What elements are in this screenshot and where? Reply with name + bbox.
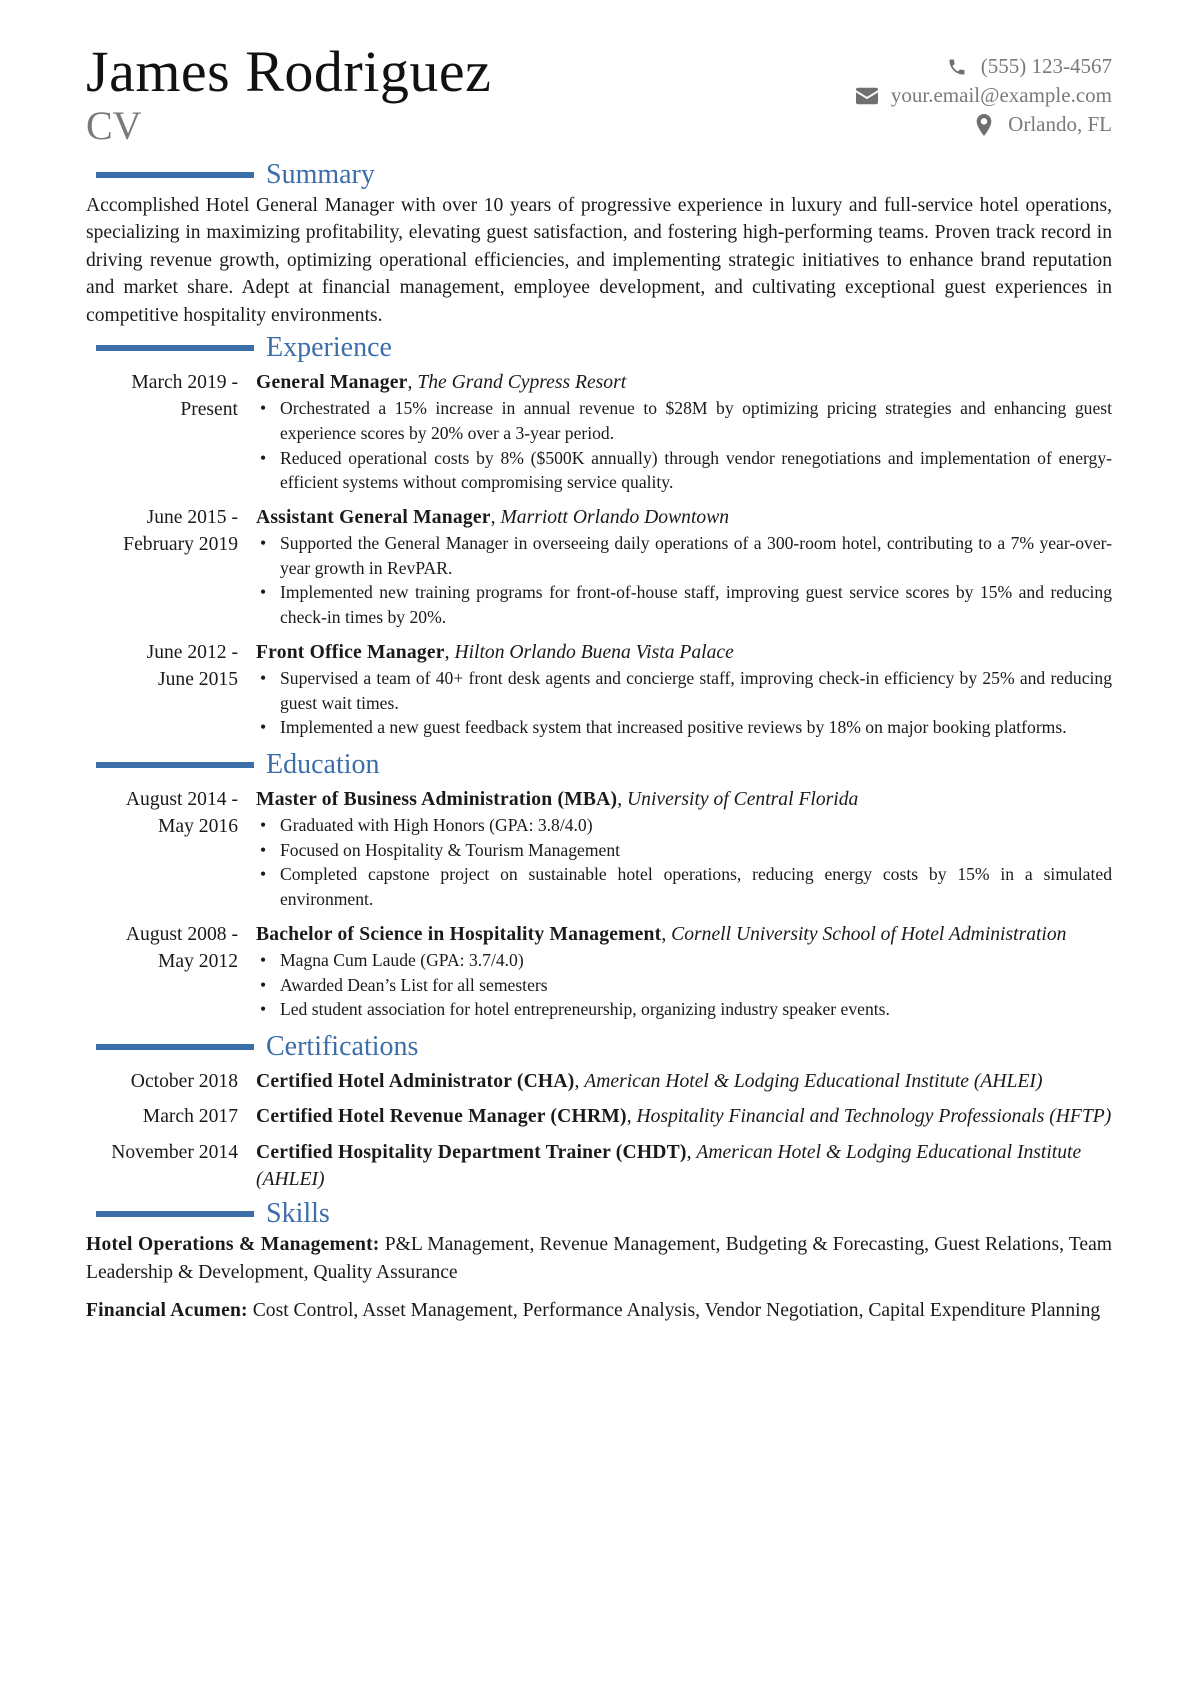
degree: Master of Business Administration (MBA) <box>256 788 618 810</box>
bullet-item: • Supervised a team of 40+ front desk agents and concierge staff, improving check-in efficiency by 25% and reducing guest wait times. <box>256 666 1112 715</box>
document-subtitle: CV <box>86 103 142 148</box>
entry-date: March 2017 <box>142 1106 238 1128</box>
entry-heading: Front Office Manager, Hilton Orlando Buena Vista Palace <box>256 641 734 663</box>
entry-heading: Certified Hotel Revenue Manager (CHRM), Hospitality Financial and Technology Professionals (HFTP) <box>256 1106 1112 1128</box>
skill-text: P&L Management, Revenue Management, Budgeting & Forecasting, Guest Relations, Team Leadership & Development, Quality Assurance <box>86 1234 1112 1283</box>
bullet-item: • Implemented a new guest feedback system that increased positive reviews by 18% on major booking platforms. <box>256 715 1112 740</box>
section-bar <box>96 1211 254 1217</box>
employer: Hilton Orlando Buena Vista Palace <box>454 641 734 663</box>
entry-date <box>86 786 256 912</box>
date-end: Present <box>180 399 238 421</box>
contact-email-text: your.email@example.com <box>890 83 1112 107</box>
contact-phone[interactable] <box>855 52 1112 81</box>
cv-header <box>86 40 1112 158</box>
bullet-list <box>256 813 1112 911</box>
skill-group <box>86 1297 1112 1324</box>
section-bar <box>96 172 254 178</box>
bullet-item: • Awarded Dean’s List for all semesters <box>256 973 1112 998</box>
date-start: August 2008 - <box>125 923 238 945</box>
skill-group <box>86 1231 1112 1286</box>
entry-body <box>256 921 1112 1022</box>
entry-body <box>256 786 1112 912</box>
person-name: James Rodriguez <box>86 39 492 104</box>
entry-date: October 2018 <box>130 1070 238 1092</box>
bullet-item: • Orchestrated a 15% increase in annual revenue to $28M by optimizing pricing strategies and enhancing guest experience scores by 20% over a 3-year period. <box>256 396 1112 445</box>
experience-entry <box>86 639 1112 740</box>
bullet-item: • Reduced operational costs by 8% ($500K annually) through vendor renegotiations and implementation of energy-efficient systems without compromising service quality. <box>256 446 1112 495</box>
certification-entry <box>86 1068 1112 1095</box>
bullet-list <box>256 531 1112 629</box>
date-start: June 2015 - <box>146 506 238 528</box>
employer: The Grand Cypress Resort <box>417 372 627 394</box>
bullet-list <box>256 396 1112 494</box>
phone-icon <box>945 56 969 78</box>
bullet-item: • Completed capstone project on sustainable hotel operations, reducing energy costs by 15% in a simulated environment. <box>256 862 1112 911</box>
entry-heading: Assistant General Manager, Marriott Orlando Downtown <box>256 506 730 528</box>
bullet-item: • Led student association for hotel entrepreneurship, organizing industry speaker events. <box>256 997 1112 1022</box>
section-title: Summary <box>266 159 375 190</box>
entry-body <box>256 504 1112 630</box>
contact-location <box>855 110 1112 139</box>
section-title: Education <box>266 748 380 780</box>
entry-body <box>256 639 1112 740</box>
section-title: Experience <box>266 332 392 364</box>
date-end: May 2016 <box>157 816 238 838</box>
summary-heading <box>86 158 1112 192</box>
experience-heading <box>86 331 1112 365</box>
skills-heading <box>86 1197 1112 1231</box>
skill-label: Hotel Operations & Management: <box>86 1234 380 1256</box>
entry-body <box>256 1139 1112 1194</box>
entry-date: November 2014 <box>111 1141 238 1163</box>
entry-heading: General Manager, The Grand Cypress Resort <box>256 372 627 394</box>
bullet-item: • Focused on Hospitality & Tourism Management <box>256 838 1112 863</box>
bullet-item: • Supported the General Manager in overseeing daily operations of a 300-room hotel, contributing to a 7% year-over-year growth in RevPAR. <box>256 531 1112 580</box>
education-entry <box>86 921 1112 1022</box>
entry-body <box>256 369 1112 495</box>
certification-name: Certified Hospitality Department Trainer (CHDT) <box>256 1141 687 1163</box>
cv-page <box>86 40 1112 1325</box>
issuer: American Hotel & Lodging Educational Institute (AHLEI) <box>256 1141 1082 1190</box>
contact-phone-text: (555) 123-4567 <box>980 54 1112 78</box>
experience-entry <box>86 504 1112 630</box>
date-end: May 2012 <box>157 950 238 972</box>
summary-text: Accomplished Hotel General Manager with over 10 years of progressive experience in luxury and full-service hotel operations, specializing in maximizing profitability, elevating guest satisfaction, and fostering high-performing teams. Proven track record in driving revenue growth, optimizing operational efficiencies, and implementing strategic initiatives to enhance brand reputation and market share. Adept at financial management, employee development, and cultivating exceptional guest experiences in competitive hospitality environments. <box>86 195 1112 326</box>
section-bar <box>96 345 254 351</box>
experience-entry <box>86 369 1112 495</box>
entry-date <box>86 639 256 740</box>
section-bar <box>96 1044 254 1050</box>
degree: Bachelor of Science in Hospitality Management <box>256 923 662 945</box>
contact-email[interactable] <box>855 81 1112 110</box>
entry-date <box>86 504 256 630</box>
entry-heading: Bachelor of Science in Hospitality Management, Cornell University School of Hotel Administration <box>256 923 1067 945</box>
issuer: Hospitality Financial and Technology Professionals (HFTP) <box>636 1106 1112 1128</box>
institution: University of Central Florida <box>627 788 859 810</box>
education-entry <box>86 786 1112 912</box>
skill-text: Cost Control, Asset Management, Performance Analysis, Vendor Negotiation, Capital Expenditure Planning <box>252 1300 1101 1322</box>
entry-heading: Master of Business Administration (MBA), University of Central Florida <box>256 788 859 810</box>
skill-label: Financial Acumen: <box>86 1300 248 1322</box>
bullet-list <box>256 948 1112 1022</box>
bullet-list <box>256 666 1112 740</box>
institution: Cornell University School of Hotel Administration <box>671 923 1067 945</box>
job-title: General Manager <box>256 372 408 394</box>
job-title: Front Office Manager <box>256 641 445 663</box>
section-title: Skills <box>266 1198 330 1230</box>
section-bar <box>96 762 254 768</box>
certifications-heading <box>86 1030 1112 1064</box>
date-start: August 2014 - <box>125 788 238 810</box>
contact-block <box>855 52 1112 139</box>
contact-location-text: Orlando, FL <box>1008 112 1112 136</box>
bullet-item: • Graduated with High Honors (GPA: 3.8/4.0) <box>256 813 1112 838</box>
date-end: February 2019 <box>123 534 238 556</box>
entry-body <box>256 1103 1112 1130</box>
entry-date <box>86 369 256 495</box>
bullet-item: • Implemented new training programs for front-of-house staff, improving guest service scores by 15% and reducing check-in times by 20%. <box>256 580 1112 629</box>
date-end: June 2015 <box>157 669 238 690</box>
certification-entry <box>86 1139 1112 1194</box>
map-pin-icon <box>972 114 996 136</box>
date-start: March 2019 - <box>131 372 238 394</box>
envelope-icon <box>855 85 879 107</box>
entry-date <box>86 921 256 1022</box>
entry-body <box>256 1068 1112 1095</box>
section-title: Certifications <box>266 1030 419 1062</box>
employer: Marriott Orlando Downtown <box>500 506 730 528</box>
certification-name: Certified Hotel Administrator (CHA) <box>256 1070 575 1092</box>
certification-name: Certified Hotel Revenue Manager (CHRM) <box>256 1106 627 1128</box>
job-title: Assistant General Manager <box>256 506 491 528</box>
bullet-item: • Magna Cum Laude (GPA: 3.7/4.0) <box>256 948 1112 973</box>
date-start: June 2012 - <box>146 641 238 663</box>
entry-heading: Certified Hospitality Department Trainer (CHDT), American Hotel & Lodging Educational Institute (AHLEI) <box>256 1141 1082 1190</box>
entry-heading: Certified Hotel Administrator (CHA), American Hotel & Lodging Educational Institute (AHLEI) <box>256 1070 1043 1092</box>
certification-entry <box>86 1103 1112 1130</box>
education-heading <box>86 748 1112 782</box>
issuer: American Hotel & Lodging Educational Institute (AHLEI) <box>584 1070 1043 1092</box>
